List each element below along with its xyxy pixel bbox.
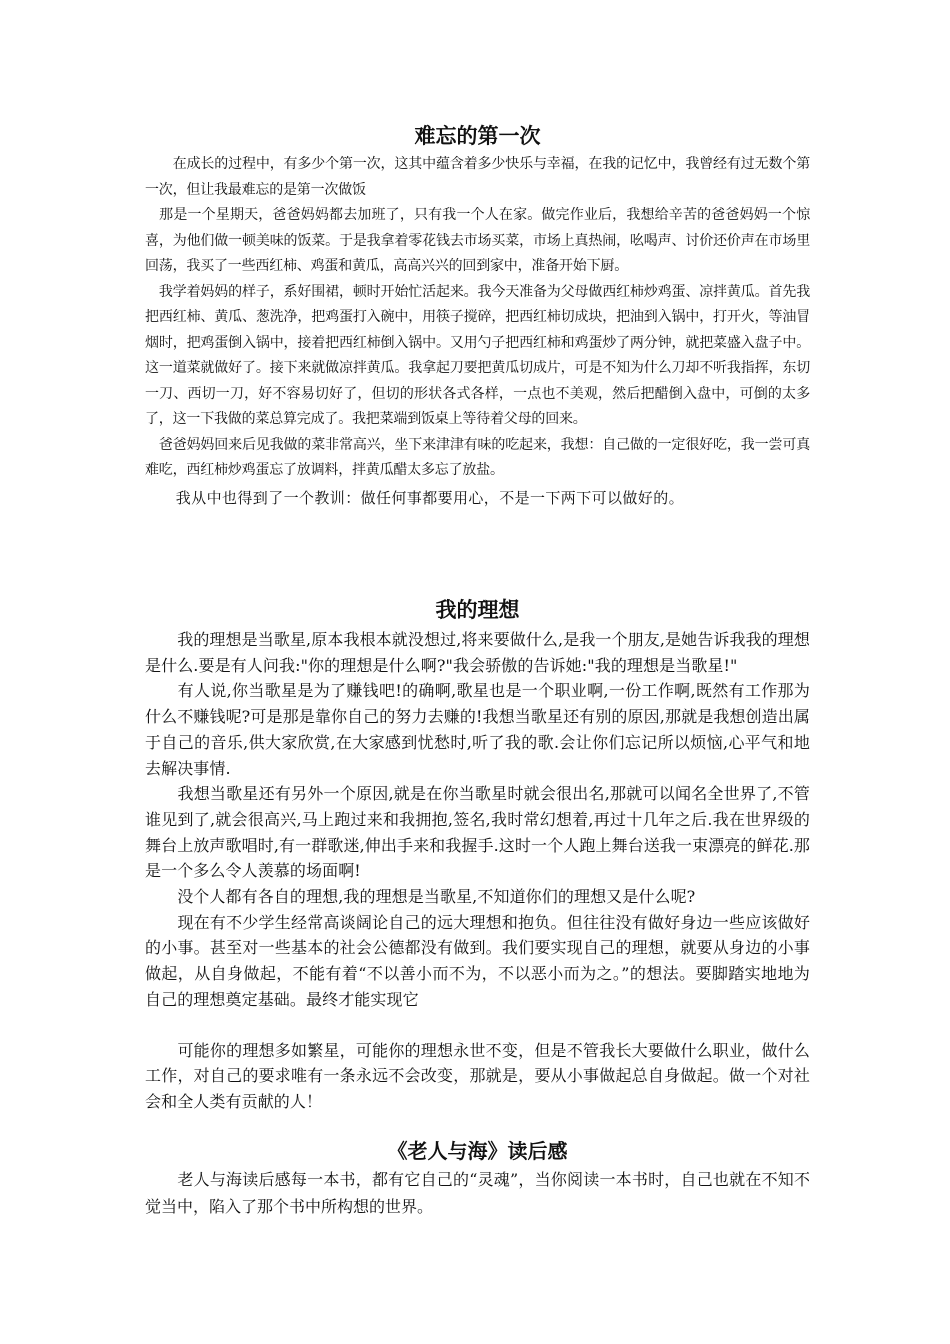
article-paragraph: 在成长的过程中，有多少个第一次，这其中蕴含着多少快乐与幸福，在我的记忆中，我曾经有过无数个第一次，但让我最难忘的是第一次做饭 [145,156,810,198]
article-title: 我的理想 [435,597,520,622]
article-paragraph: 有人说,你当歌星是为了赚钱吧!的确啊,歌星也是一个职业啊,一份工作啊,既然有工作那为什么不赚钱呢?可是那是靠你自己的努力去赚的!我想当歌星还有别的原因,那就是我想创造出属于自己的音乐,供大家欣赏,在大家感到忧愁时,听了我的歌.会让你们忘记所以烦恼,心平气和地去解决事情. [145,681,810,778]
article-old-man-and-sea-review [145,1136,810,1220]
article-title: 难忘的第一次 [414,123,541,148]
article-title: 《老人与海》读后感 [387,1139,568,1163]
paragraph-spacer [145,1013,810,1038]
article-paragraph: 我学着妈妈的样子，系好围裙，顿时开始忙活起来。我今天准备为父母做西红柿炒鸡蛋、凉拌黄瓜。首先我把西红柿、黄瓜、葱洗净，把鸡蛋打入碗中，用筷子搅碎，把西红柿切成块，把油到入锅中，打开火，等油冒烟时，把鸡蛋倒入锅中，接着把西红柿倒入锅中。又用勺子把西红柿和鸡蛋炒了两分钟，就把菜盛入盘子中。这一道菜就做好了。接下来就做凉拌黄瓜。我拿起刀要把黄瓜切成片，可是不知为什么刀却不听我指挥，东切一刀、西切一刀，好不容易切好了，但切的形状各式各样，一点也不美观，然后把醋倒入盘中，可倒的太多了，这一下我做的菜总算完成了。我把菜端到饭桌上等待着父母的回来。 [145,283,810,427]
article-paragraph: 老人与海读后感每一本书，都有它自己的“灵魂”，当你阅读一本书时，自己也就在不知不觉当中，陷入了那个书中所构想的世界。 [145,1170,810,1216]
article-paragraph: 我从中也得到了一个教训：做任何事都要用心，不是一下两下可以做好的。 [145,488,685,507]
article-paragraph: 那是一个星期天，爸爸妈妈都去加班了，只有我一个人在家。做完作业后，我想给辛苦的爸爸妈妈一个惊喜，为他们做一顿美味的饭菜。于是我拿着零花钱去市场买菜，市场上真热闹，吆喝声、讨价还价声在市场里回荡，我买了一些西红柿、鸡蛋和黄瓜，高高兴兴的回到家中，准备开始下厨。 [145,207,810,274]
article-paragraph: 爸爸妈妈回来后见我做的菜非常高兴，坐下来津津有味的吃起来，我想：自己做的一定很好吃，我一尝可真难吃，西红柿炒鸡蛋忘了放调料，拌黄瓜醋太多忘了放盐。 [145,436,810,478]
article-unforgettable-first-time [145,120,810,512]
article-paragraph: 现在有不少学生经常高谈阔论自己的远大理想和抱负。但往往没有做好身边一些应该做好的小事。甚至对一些基本的社会公德都没有做到。我们要实现自己的理想，就要从身边的小事做起，从自身做起，不能有着“不以善小而不为，不以恶小而为之。”的想法。要脚踏实地地为自己的理想奠定基础。最终才能实现它 [145,912,810,1009]
article-paragraph: 没个人都有各自的理想,我的理想是当歌星,不知道你们的理想又是什么呢? [145,887,696,907]
article-my-ideal [145,593,810,1115]
article-paragraph: 我想当歌星还有另外一个原因,就是在你当歌星时就会很出名,那就可以闻名全世界了,不管谁见到了,就会很高兴,马上跑过来和我拥抱,签名,我时常幻想着,再过十几年之后.我在世界级的舞台上放声歌唱时,有一群歌迷,伸出手来和我握手.这时一个人跑上舞台送我一束漂亮的鲜花.那是一个多么令人羡慕的场面啊! [145,784,810,881]
article-paragraph: 可能你的理想多如繁星，可能你的理想永世不变，但是不管我长大要做什么职业，做什么工作，对自己的要求唯有一条永远不会改变，那就是，要从小事做起总自身做起。做一个对社会和全人类有贡献的人！ [145,1040,810,1111]
article-paragraph: 我的理想是当歌星,原本我根本就没想过,将来要做什么,是我一个朋友,是她告诉我我的理想是什么.要是有人问我:"你的理想是什么啊?"我会骄傲的告诉她:"我的理想是当歌星!" [145,630,810,675]
